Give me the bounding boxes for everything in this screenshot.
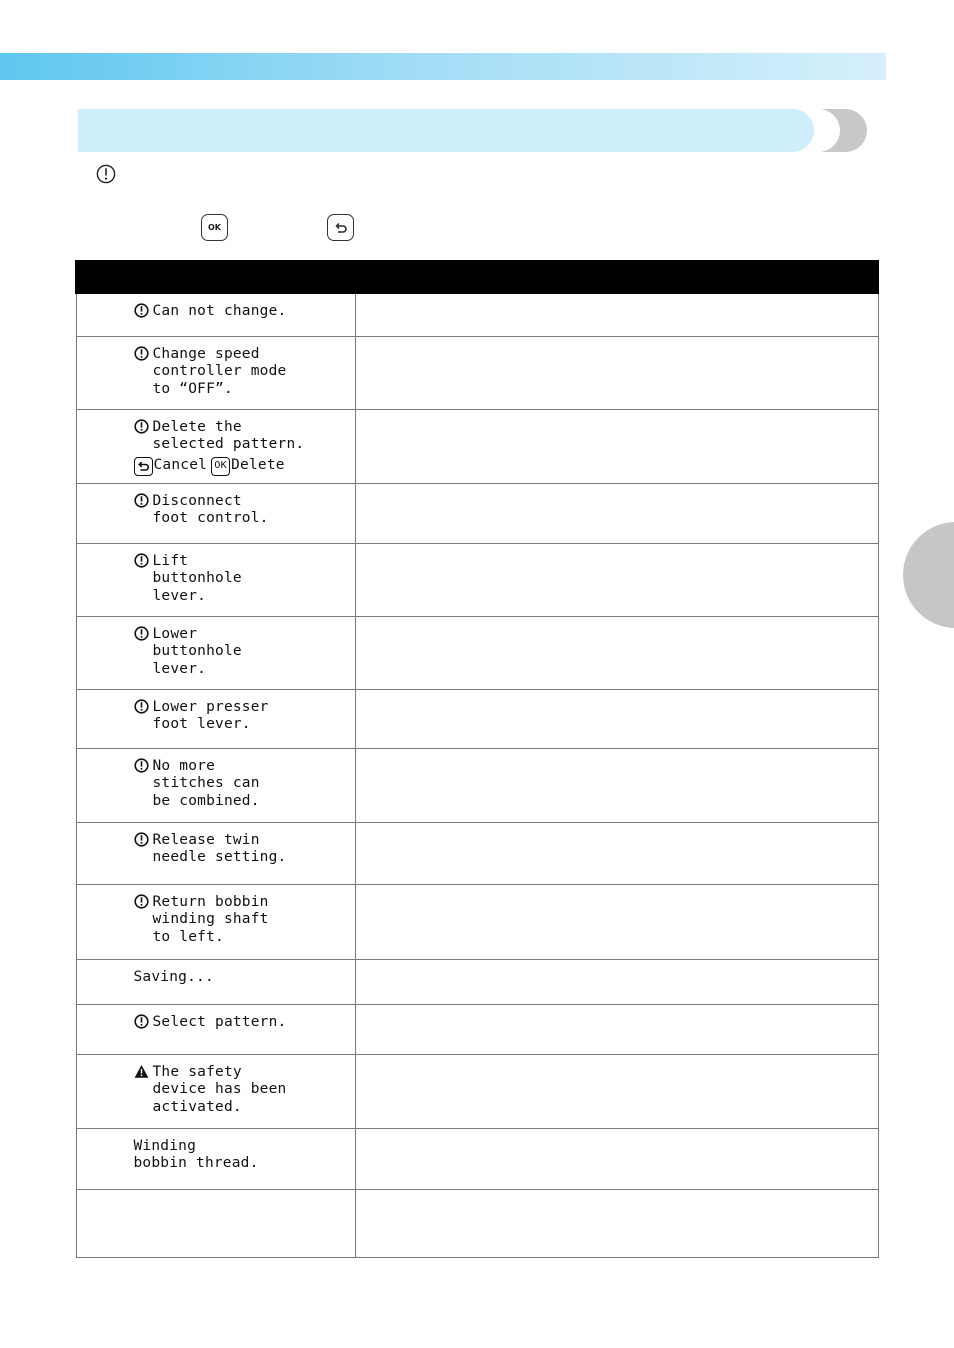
warning-icon (134, 1064, 149, 1079)
message-line: Disconnect (152, 492, 242, 509)
attention-icon (134, 346, 149, 361)
message-line: device has been (152, 1081, 287, 1097)
attention-icon (134, 626, 149, 641)
lcd-message (77, 1055, 355, 1117)
message-line: Winding (133, 1137, 197, 1154)
message-cell (76, 959, 355, 1004)
lcd-message (77, 885, 355, 947)
message-cell (76, 483, 355, 543)
attention-icon (134, 1014, 149, 1029)
message-cell (76, 543, 355, 616)
message-line: Lower (152, 625, 198, 642)
description-cell (355, 748, 878, 822)
message-cell (76, 748, 355, 822)
message-line: foot control. (152, 510, 269, 526)
lcd-message (77, 484, 355, 528)
description-cell (355, 336, 878, 409)
table-row (76, 1054, 878, 1128)
message-line: No more (152, 757, 216, 774)
attention-icon (134, 553, 149, 568)
message-line: Lower presser (152, 698, 269, 715)
table-row (76, 1128, 878, 1189)
table-row (76, 543, 878, 616)
description-cell (355, 543, 878, 616)
table-row (76, 409, 878, 483)
description-cell (355, 616, 878, 689)
description-cell (355, 884, 878, 959)
description-cell (355, 1054, 878, 1128)
message-line: to left. (152, 928, 224, 945)
top-color-band (0, 53, 886, 80)
lcd-message (77, 544, 355, 606)
message-cell (76, 884, 355, 959)
message-line: controller mode (152, 363, 287, 379)
table-body (76, 293, 878, 1257)
message-line: Select pattern. (152, 1013, 287, 1030)
back-key-icon (327, 214, 354, 241)
ok-key-icon: OK (201, 214, 228, 241)
message-line: selected pattern. (152, 436, 305, 452)
table-row (76, 884, 878, 959)
table-row (76, 748, 878, 822)
table-row (76, 822, 878, 884)
cancel-label: Cancel (153, 457, 208, 474)
message-line: Return bobbin (152, 893, 269, 910)
message-cell (76, 1054, 355, 1128)
message-line: to “OFF”. (152, 380, 233, 397)
attention-icon (134, 303, 149, 318)
description-cell (355, 483, 878, 543)
section-header-bar (78, 109, 814, 152)
message-line: lever. (152, 587, 207, 604)
message-cell (76, 1189, 355, 1257)
message-cell (76, 689, 355, 748)
table-row (76, 616, 878, 689)
attention-icon (134, 493, 149, 508)
description-cell (355, 689, 878, 748)
message-line: Lift (152, 552, 189, 569)
back-arrow-icon (134, 457, 153, 476)
lcd-message (77, 1129, 355, 1173)
message-cell (76, 409, 355, 483)
message-line: needle setting. (152, 849, 287, 865)
attention-icon (134, 894, 149, 909)
chapter-side-tab (903, 522, 954, 628)
table-row (76, 1189, 878, 1257)
message-line: buttonhole (152, 643, 242, 659)
delete-label: Delete (231, 457, 285, 474)
table-row (76, 293, 878, 336)
message-line: be combined. (152, 792, 260, 809)
table-row (76, 336, 878, 409)
header-cell-message (76, 261, 355, 293)
table-row (76, 959, 878, 1004)
table-header-row (76, 261, 878, 293)
message-line: activated. (152, 1098, 242, 1115)
message-line: Can not change. (152, 303, 287, 319)
lcd-message (77, 337, 355, 399)
description-cell (355, 822, 878, 884)
lcd-message (77, 1005, 355, 1032)
description-cell (355, 293, 878, 336)
message-line: The safety (152, 1063, 242, 1080)
message-cell (76, 1128, 355, 1189)
lcd-message (77, 960, 355, 987)
message-line: Saving... (133, 968, 214, 985)
error-message-table (75, 260, 879, 1258)
message-line: Delete the (152, 418, 242, 435)
message-line: buttonhole (152, 570, 242, 586)
description-cell (355, 1004, 878, 1054)
description-cell (355, 409, 878, 483)
message-cell (76, 293, 355, 336)
message-line: stitches can (152, 775, 260, 791)
lcd-message (77, 749, 355, 811)
table-row (76, 689, 878, 748)
attention-icon (134, 758, 149, 773)
lcd-message (77, 1190, 355, 1199)
message-line: Release twin (152, 831, 260, 848)
message-cell (76, 1004, 355, 1054)
message-cell (76, 616, 355, 689)
lcd-message (77, 410, 355, 476)
table-row (76, 1004, 878, 1054)
table-row (76, 483, 878, 543)
attention-note-icon (96, 164, 116, 184)
message-line: winding shaft (152, 911, 269, 927)
message-line: lever. (152, 660, 207, 677)
header-cell-description (355, 261, 878, 293)
attention-icon (134, 832, 149, 847)
lcd-message (77, 690, 355, 734)
message-line: foot lever. (152, 716, 251, 732)
description-cell (355, 959, 878, 1004)
lcd-button-row (134, 457, 305, 476)
message-line: Change speed (152, 345, 260, 362)
message-cell (76, 336, 355, 409)
attention-icon (134, 699, 149, 714)
lcd-message (77, 294, 355, 321)
attention-icon (134, 419, 149, 434)
description-cell (355, 1189, 878, 1257)
lcd-message (77, 617, 355, 679)
message-line: bobbin thread. (133, 1155, 259, 1171)
message-cell (76, 822, 355, 884)
ok-key-label: OK (211, 457, 230, 476)
lcd-message (77, 823, 355, 867)
description-cell (355, 1128, 878, 1189)
